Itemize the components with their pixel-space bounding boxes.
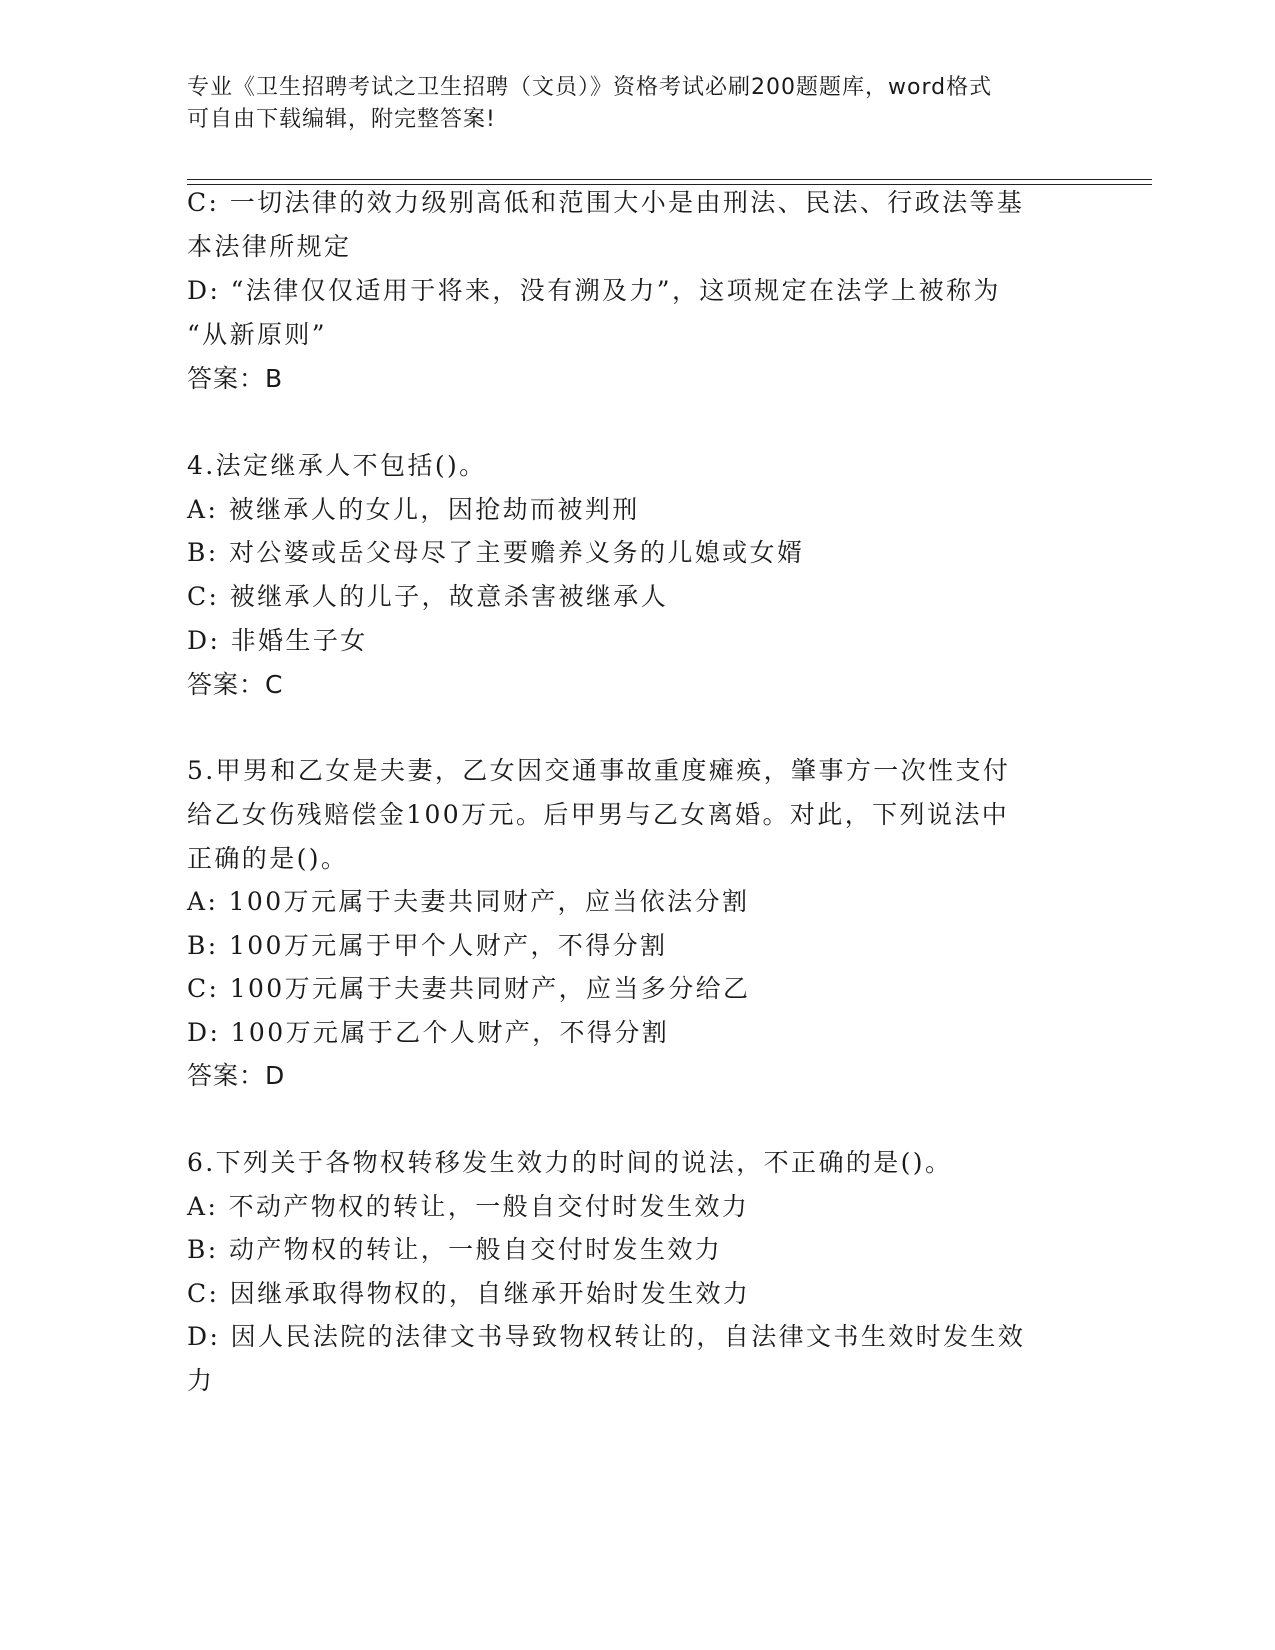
- q3-option-c-line-1: C: 一切法律的效力级别高低和范围大小是由刑法、民法、行政法等基: [187, 188, 1025, 217]
- q5-option-b: B: 100万元属于甲个人财产，不得分割: [187, 931, 668, 960]
- q5-answer: 答案：D: [187, 1061, 286, 1090]
- q3-option-d-line-2: “从新原则”: [187, 320, 327, 349]
- q5-question-line-1: 5.甲男和乙女是夫妻，乙女因交通事故重度瘫痪，肇事方一次性支付: [187, 756, 1011, 785]
- q3-option-c-line-2: 本法律所规定: [187, 232, 352, 261]
- q5-question-line-2: 给乙女伤残赔偿金100万元。后甲男与乙女离婚。对此，下列说法中: [187, 800, 1010, 829]
- q3-answer: 答案：B: [187, 364, 284, 393]
- header-line-2: 可自由下载编辑，附完整答案!: [187, 107, 496, 132]
- q6-option-b: B: 动产物权的转让，一般自交付时发生效力: [187, 1235, 723, 1264]
- q6-option-a: A: 不动产物权的转让，一般自交付时发生效力: [187, 1192, 750, 1221]
- q4-question: 4.法定继承人不包括()。: [187, 451, 487, 480]
- q3-option-d-line-1: D: “法律仅仅适用于将来，没有溯及力”，这项规定在法学上被称为: [187, 276, 1001, 305]
- q4-option-d: D: 非婚生子女: [187, 626, 368, 655]
- q6-option-c: C: 因继承取得物权的，自继承开始时发生效力: [187, 1279, 751, 1308]
- q4-option-b: B: 对公婆或岳父母尽了主要赡养义务的儿媳或女婿: [187, 538, 805, 567]
- q6-question: 6.下列关于各物权转移发生效力的时间的说法，不正确的是()。: [187, 1148, 953, 1177]
- q5-option-a: A: 100万元属于夫妻共同财产，应当依法分割: [187, 887, 750, 916]
- document-header: [187, 72, 1067, 136]
- header-line-1: 专业《卫生招聘考试之卫生招聘（文员）》资格考试必刷200题题库，word格式: [187, 75, 993, 100]
- q6-option-d-line-2: 力: [187, 1366, 215, 1395]
- q4-answer: 答案：C: [187, 670, 284, 699]
- q4-option-c: C: 被继承人的儿子，故意杀害被继承人: [187, 582, 669, 611]
- q4-option-a: A: 被继承人的女儿，因抢劫而被判刑: [187, 495, 640, 524]
- q5-option-d: D: 100万元属于乙个人财产，不得分割: [187, 1018, 670, 1047]
- q6-option-d-line-1: D: 因人民法院的法律文书导致物权转让的，自法律文书生效时发生效: [187, 1322, 1026, 1351]
- q5-question-line-3: 正确的是()。: [187, 844, 349, 873]
- q5-option-c: C: 100万元属于夫妻共同财产，应当多分给乙: [187, 974, 751, 1003]
